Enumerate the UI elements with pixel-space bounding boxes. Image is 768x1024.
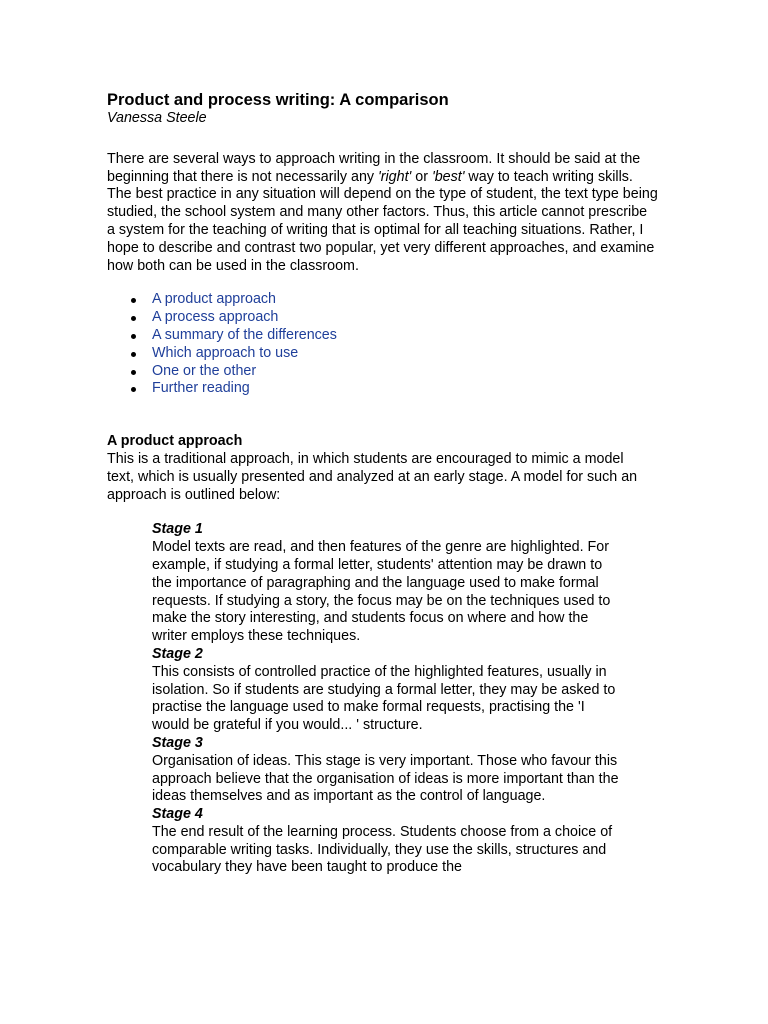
stage-text: This consists of controlled practice of the highlighted features, usually in isolation. So if students are studying a formal letter, they may be asked to practise the language used to make formal requests, practising the 'I would be grateful if you would... ' structure. (152, 663, 616, 734)
stages-list (152, 521, 622, 877)
toc-link-product-approach[interactable]: A product approach (152, 291, 276, 308)
intro-emphasis-best: 'best' (431, 168, 465, 185)
toc-item (107, 327, 667, 345)
author-name: Vanessa Steele (107, 110, 207, 126)
toc-link-summary-differences[interactable]: A summary of the differences (152, 326, 337, 343)
stage-text: Model texts are read, and then features of the genre are highlighted. For example, if studying a formal letter, students' attention may be drawn to the importance of paragraphing and the language used to make formal requests. If studying a story, the focus may be on the techniques used to make the story interesting, and students focus on where and how the writer employs these techniques. (152, 539, 611, 645)
intro-paragraph (107, 151, 659, 276)
stage-title: Stage 4 (152, 806, 203, 823)
stage-text: Organisation of ideas. This stage is very important. Those who favour this approach believe that the organisation of ideas is more important than the ideas themselves and as important as the control of language. (152, 752, 619, 805)
stage-title: Stage 3 (152, 734, 203, 751)
toc-link-further-reading[interactable]: Further reading (152, 380, 250, 397)
section-body: This is a traditional approach, in which students are encouraged to mimic a model text, which is usually presented and analyzed at an early stage. A model for such an approach is outlined below: (107, 450, 638, 503)
toc-link-process-approach[interactable]: A process approach (152, 309, 279, 326)
toc-link-one-or-other[interactable]: One or the other (152, 362, 257, 379)
toc-item (107, 363, 667, 381)
intro-text-1: There are several ways to approach writing in the classroom. It should be said at the beginning that there is not necessarily any (107, 150, 641, 185)
intro-emphasis-right: 'right' (378, 168, 412, 185)
intro-text-3: way to teach writing skills. The best practice in any situation will depend on the type of student, the text type being studied, the school system and many other factors. Thus, this article cannot prescribe a system for the teaching of writing that is optimal for all teaching situations. Rather, I hope to describe and contrast two popular, yet very different approaches, and examine how both can be used in the classroom. (107, 168, 658, 274)
toc-item (107, 380, 667, 398)
intro-text-2: or (411, 168, 432, 185)
article (107, 90, 667, 877)
section-heading: A product approach (107, 433, 243, 450)
article-title: Product and process writing: A comparison (107, 91, 449, 109)
toc-item (107, 345, 667, 363)
stage-title: Stage 1 (152, 521, 203, 538)
toc-item (107, 309, 667, 327)
toc-item (107, 291, 667, 309)
toc-link-which-approach[interactable]: Which approach to use (152, 344, 299, 361)
stage-text: The end result of the learning process. Students choose from a choice of comparable writing tasks. Individually, they use the skills, structures and vocabulary they have been taught to produce the (152, 823, 613, 876)
table-of-contents (107, 291, 667, 398)
stage-title: Stage 2 (152, 645, 203, 662)
